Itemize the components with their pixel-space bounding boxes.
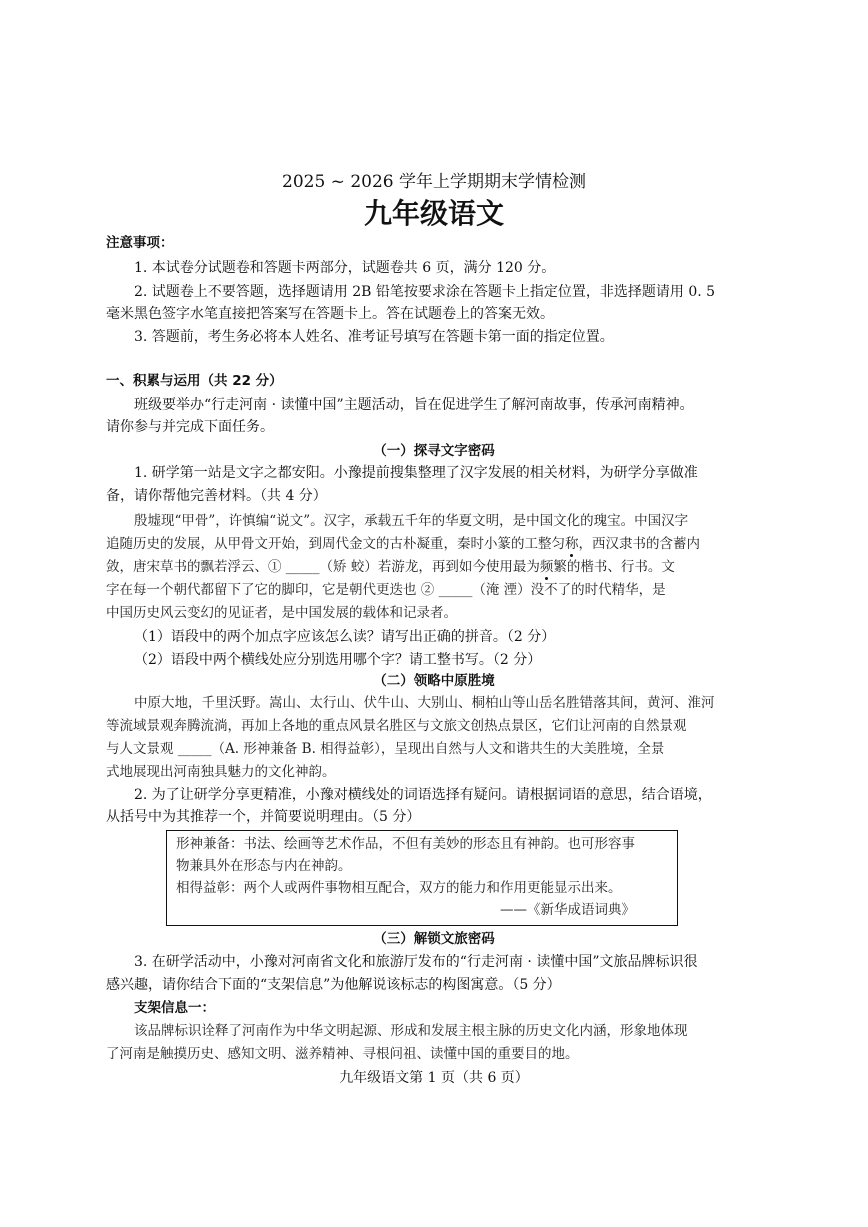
passage-text: 字在每一个朝代都留下了它的脚印，它是朝代更迭也 ② (106, 582, 435, 598)
dotted-char: 称 (565, 536, 579, 552)
support-line2: 了河南是触摸历史、感知文明、滋养精神、寻根问祖、读懂中国的重要目的地。 (106, 1046, 579, 1062)
passage2-line2: 等流域景观奔腾流淌，再加上各地的重点风景名胜区与文旅文创热点景区，它们让河南的自然景观 (106, 718, 687, 734)
passage1-line5: 中国历史风云变幻的见证者，是中国发展的载体和记录者。 (106, 605, 457, 621)
passage-text: ，西汉隶书的含蓄内 (578, 536, 700, 552)
q1-sub2: （2）语段中两个横线处应分别选用哪个字？请工整书写。（2 分） (134, 652, 542, 668)
dotted-char: 频 (539, 559, 554, 575)
subject-title: 九年级语文 (363, 197, 504, 230)
passage-text: 敛，唐宋草书的飘若浮云、① (106, 559, 282, 575)
q3-stem-b: 感兴趣，请你结合下面的“支架信息”为他解说该标志的构图寓意。（5 分） (106, 977, 561, 993)
blank-3: _____ (177, 741, 212, 757)
blank-1: _____ (285, 559, 320, 575)
q2-stem-a: 2. 为了让研学分享更精准，小豫对横线处的词语选择有疑问。请根据词语的意思，结合语境， (134, 787, 712, 803)
passage1-line4 (106, 580, 666, 600)
q1-stem-b: 备，请你帮他完善材料。（共 4 分） (106, 488, 327, 504)
passage1-line2 (106, 534, 700, 554)
section-intro-a: 班级要举办“行走河南 · 读懂中国”主题活动，旨在促进学生了解河南故事，传承河南精神。 (134, 397, 694, 413)
support-heading: 支架信息一： (134, 1000, 215, 1016)
q1-stem-a: 1. 研学第一站是文字之都安阳。小豫提前搜集整理了汉字发展的相关材料，为研学分享做准 (134, 465, 698, 481)
support-line1: 该品牌标识诠释了河南作为中华文明起源、形成和发展主根主脉的历史文化内涵，形象地体现 (134, 1023, 688, 1039)
passage-text: 与人文景观 (106, 741, 174, 757)
exam-title-line: 2025 ~ 2026 学年上学期期末学情检测 (282, 172, 586, 192)
passage-text: （A. 形神兼备 B. 相得益彰），呈现出自然与人文和谐共生的大美胜境，全景 (211, 741, 665, 757)
q1-sub1: （1）语段中的两个加点字应该怎么读？请写出正确的拼音。（2 分） (134, 629, 556, 645)
notice-heading: 注意事项： (106, 235, 174, 251)
section-intro-b: 请你参与并完成下面任务。 (106, 419, 274, 435)
passage-text: （淹 湮）没不了的时代精华，是 (472, 582, 666, 598)
passage-text: 繁的楷书、行书。文 (553, 559, 675, 575)
definition-source: ——《新华成语词典》 (500, 902, 635, 918)
q2-stem-b: 从括号中为其推荐一个，并简要说明理由。（5 分） (106, 809, 421, 825)
definition-line3: 相得益彰：两个人或两件事物相互配合，双方的能力和作用更能显示出来。 (176, 880, 622, 896)
q3-stem-a: 3. 在研学活动中，小豫对河南省文化和旅游厅发布的“行走河南 · 读懂中国”文旅品牌标识很 (134, 954, 698, 970)
passage2-line4: 式地展现出河南独具魅力的文化神韵。 (106, 764, 336, 780)
passage2-line3 (106, 739, 664, 759)
notice-item-2b: 毫米黑色签字水笔直接把答案写在答题卡上。答在试题卷上的答案无效。 (106, 306, 554, 322)
part1-heading: （一）探寻文字密码 (373, 443, 495, 459)
section-heading: 一、积累与运用（共 22 分） (106, 373, 283, 389)
definition-line1: 形神兼备：书法、绘画等艺术作品，不但有美妙的形态且有神韵。也可形容事 (176, 836, 635, 852)
part3-heading: （三）解锁文旅密码 (373, 931, 495, 947)
passage-text: （矫 蛟）若游龙，再到如今使用最为 (319, 559, 540, 575)
passage1-line1: 殷墟现“甲骨”，许慎编“说文”。汉字，承载五千年的华夏文明，是中国文化的瑰宝。中国汉字 (134, 513, 689, 529)
notice-item-2a: 2. 试题卷上不要答题，选择题请用 2B 铅笔按要求涂在答题卡上指定位置，非选择题请用 0. 5 (134, 284, 716, 300)
passage-text: 追随历史的发展，从甲骨文开始，到周代金文的古朴凝重，秦时小篆的工整匀 (106, 536, 565, 552)
notice-item-3: 3. 答题前，考生务必将本人姓名、准考证号填写在答题卡第一面的指定位置。 (134, 329, 614, 345)
part2-heading: （二）领略中原胜境 (373, 673, 495, 689)
definition-line2: 物兼具外在形态与内在神韵。 (176, 858, 352, 874)
page-footer: 九年级语文第 1 页（共 6 页） (339, 1070, 529, 1086)
blank-2: _____ (438, 582, 473, 598)
notice-item-1: 1. 本试卷分试题卷和答题卡两部分，试题卷共 6 页，满分 120 分。 (134, 260, 556, 276)
passage2-line1: 中原大地，千里沃野。嵩山、太行山、伏牛山、大别山、桐柏山等山岳名胜错落其间，黄河、淮河 (134, 695, 715, 711)
passage1-line3 (106, 557, 675, 577)
